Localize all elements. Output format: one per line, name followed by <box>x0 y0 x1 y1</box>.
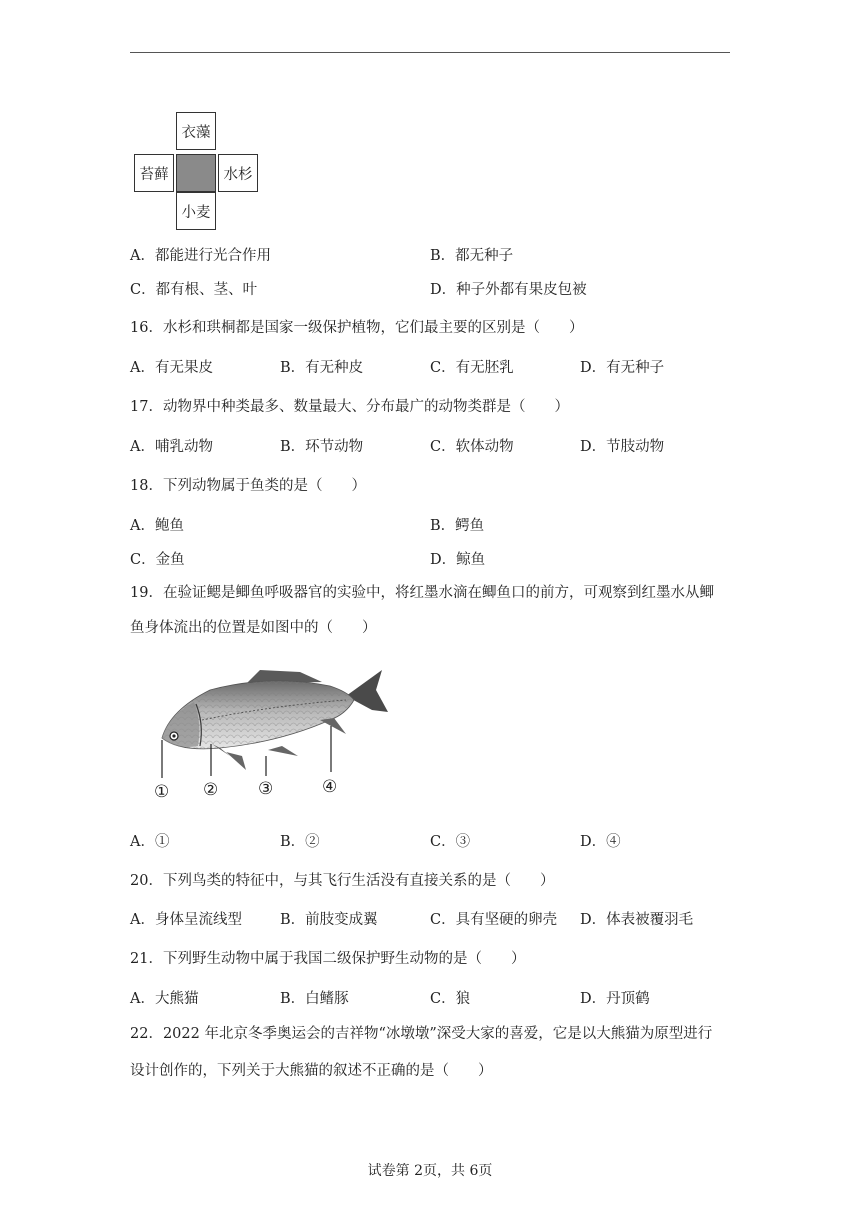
q17-stem: 17．动物界中种类最多、数量最大、分布最广的动物类群是（ ） <box>130 399 569 415</box>
q17-option-b: B．环节动物 <box>280 439 364 455</box>
q19-option-b: B．② <box>280 834 320 850</box>
q16-option-d: D．有无种子 <box>580 360 665 376</box>
q16-option-a: A．有无果皮 <box>130 360 213 376</box>
q20-option-b: B．前肢变成翼 <box>280 912 378 928</box>
q17-option-c: C．软体动物 <box>430 439 514 455</box>
q16-option-b: B．有无种皮 <box>280 360 364 376</box>
q15-option-d: D．种子外都有果皮包被 <box>430 282 587 298</box>
figure-label-2: ② <box>203 780 219 800</box>
q19-option-c: C．③ <box>430 834 471 850</box>
q17-option-a: A．哺乳动物 <box>130 439 213 455</box>
fish-pelvic-fin <box>226 752 246 770</box>
page-footer: 试卷第 2页，共 6页 <box>367 1163 493 1179</box>
q20-option-a: A．身体呈流线型 <box>130 912 242 928</box>
q18-option-d: D．鲸鱼 <box>430 552 486 568</box>
q18-option-b: B．鳄鱼 <box>430 518 485 534</box>
q20-option-d: D．体表被覆羽毛 <box>580 912 694 928</box>
figure-label-3: ③ <box>258 779 274 799</box>
diagram-top-cell: 衣藻 <box>176 112 216 150</box>
q21-option-d: D．丹顶鹤 <box>580 991 650 1007</box>
q19-option-a: A．① <box>130 834 170 850</box>
q21-option-a: A．大熊猫 <box>130 991 199 1007</box>
diagram-right-cell: 水杉 <box>218 154 258 192</box>
q20-stem: 20．下列鸟类的特征中，与其飞行生活没有直接关系的是（ ） <box>130 873 555 889</box>
diagram-left-cell: 苔藓 <box>134 154 174 192</box>
q15-option-c: C．都有根、茎、叶 <box>130 282 258 298</box>
fish-tail <box>346 670 388 712</box>
q22-stem-line1: 22．2022 年北京冬季奥运会的吉祥物“冰墩墩”深受大家的喜爱，它是以大熊猫为原型进行 <box>130 1026 713 1042</box>
q20-option-c: C．具有坚硬的卵壳 <box>430 912 558 928</box>
q19-option-d: D．④ <box>580 834 621 850</box>
q21-option-b: B．白鳍豚 <box>280 991 349 1007</box>
q17-option-d: D．节肢动物 <box>580 439 665 455</box>
q18-option-a: A．鲍鱼 <box>130 518 184 534</box>
diagram-bottom-cell: 小麦 <box>176 192 216 230</box>
q16-stem: 16．水杉和珙桐都是国家一级保护植物，它们最主要的区别是（ ） <box>130 320 584 336</box>
q15-option-b: B．都无种子 <box>430 248 514 264</box>
diagram-center-cell <box>176 154 216 192</box>
q21-option-c: C．狼 <box>430 991 471 1007</box>
header-rule <box>130 52 730 53</box>
q21-stem: 21．下列野生动物中属于我国二级保护野生动物的是（ ） <box>130 951 526 967</box>
q18-stem: 18．下列动物属于鱼类的是（ ） <box>130 478 366 494</box>
figure-label-4: ④ <box>322 777 338 797</box>
q22-stem-line2: 设计创作的，下列关于大熊猫的叙述不正确的是（ ） <box>130 1063 493 1079</box>
q16-option-c: C．有无胚乳 <box>430 360 514 376</box>
q18-option-c: C．金鱼 <box>130 552 185 568</box>
crucian-carp-figure <box>150 660 400 805</box>
q19-stem-line1: 19．在验证鳃是鲫鱼呼吸器官的实验中，将红墨水滴在鲫鱼口的前方，可观察到红墨水从鲫 <box>130 585 714 601</box>
q15-option-a: A．都能进行光合作用 <box>130 248 271 264</box>
q19-stem-line2: 鱼身体流出的位置是如图中的（ ） <box>130 620 377 636</box>
figure-label-1: ① <box>154 782 170 802</box>
fish-anal-fin <box>268 746 298 756</box>
